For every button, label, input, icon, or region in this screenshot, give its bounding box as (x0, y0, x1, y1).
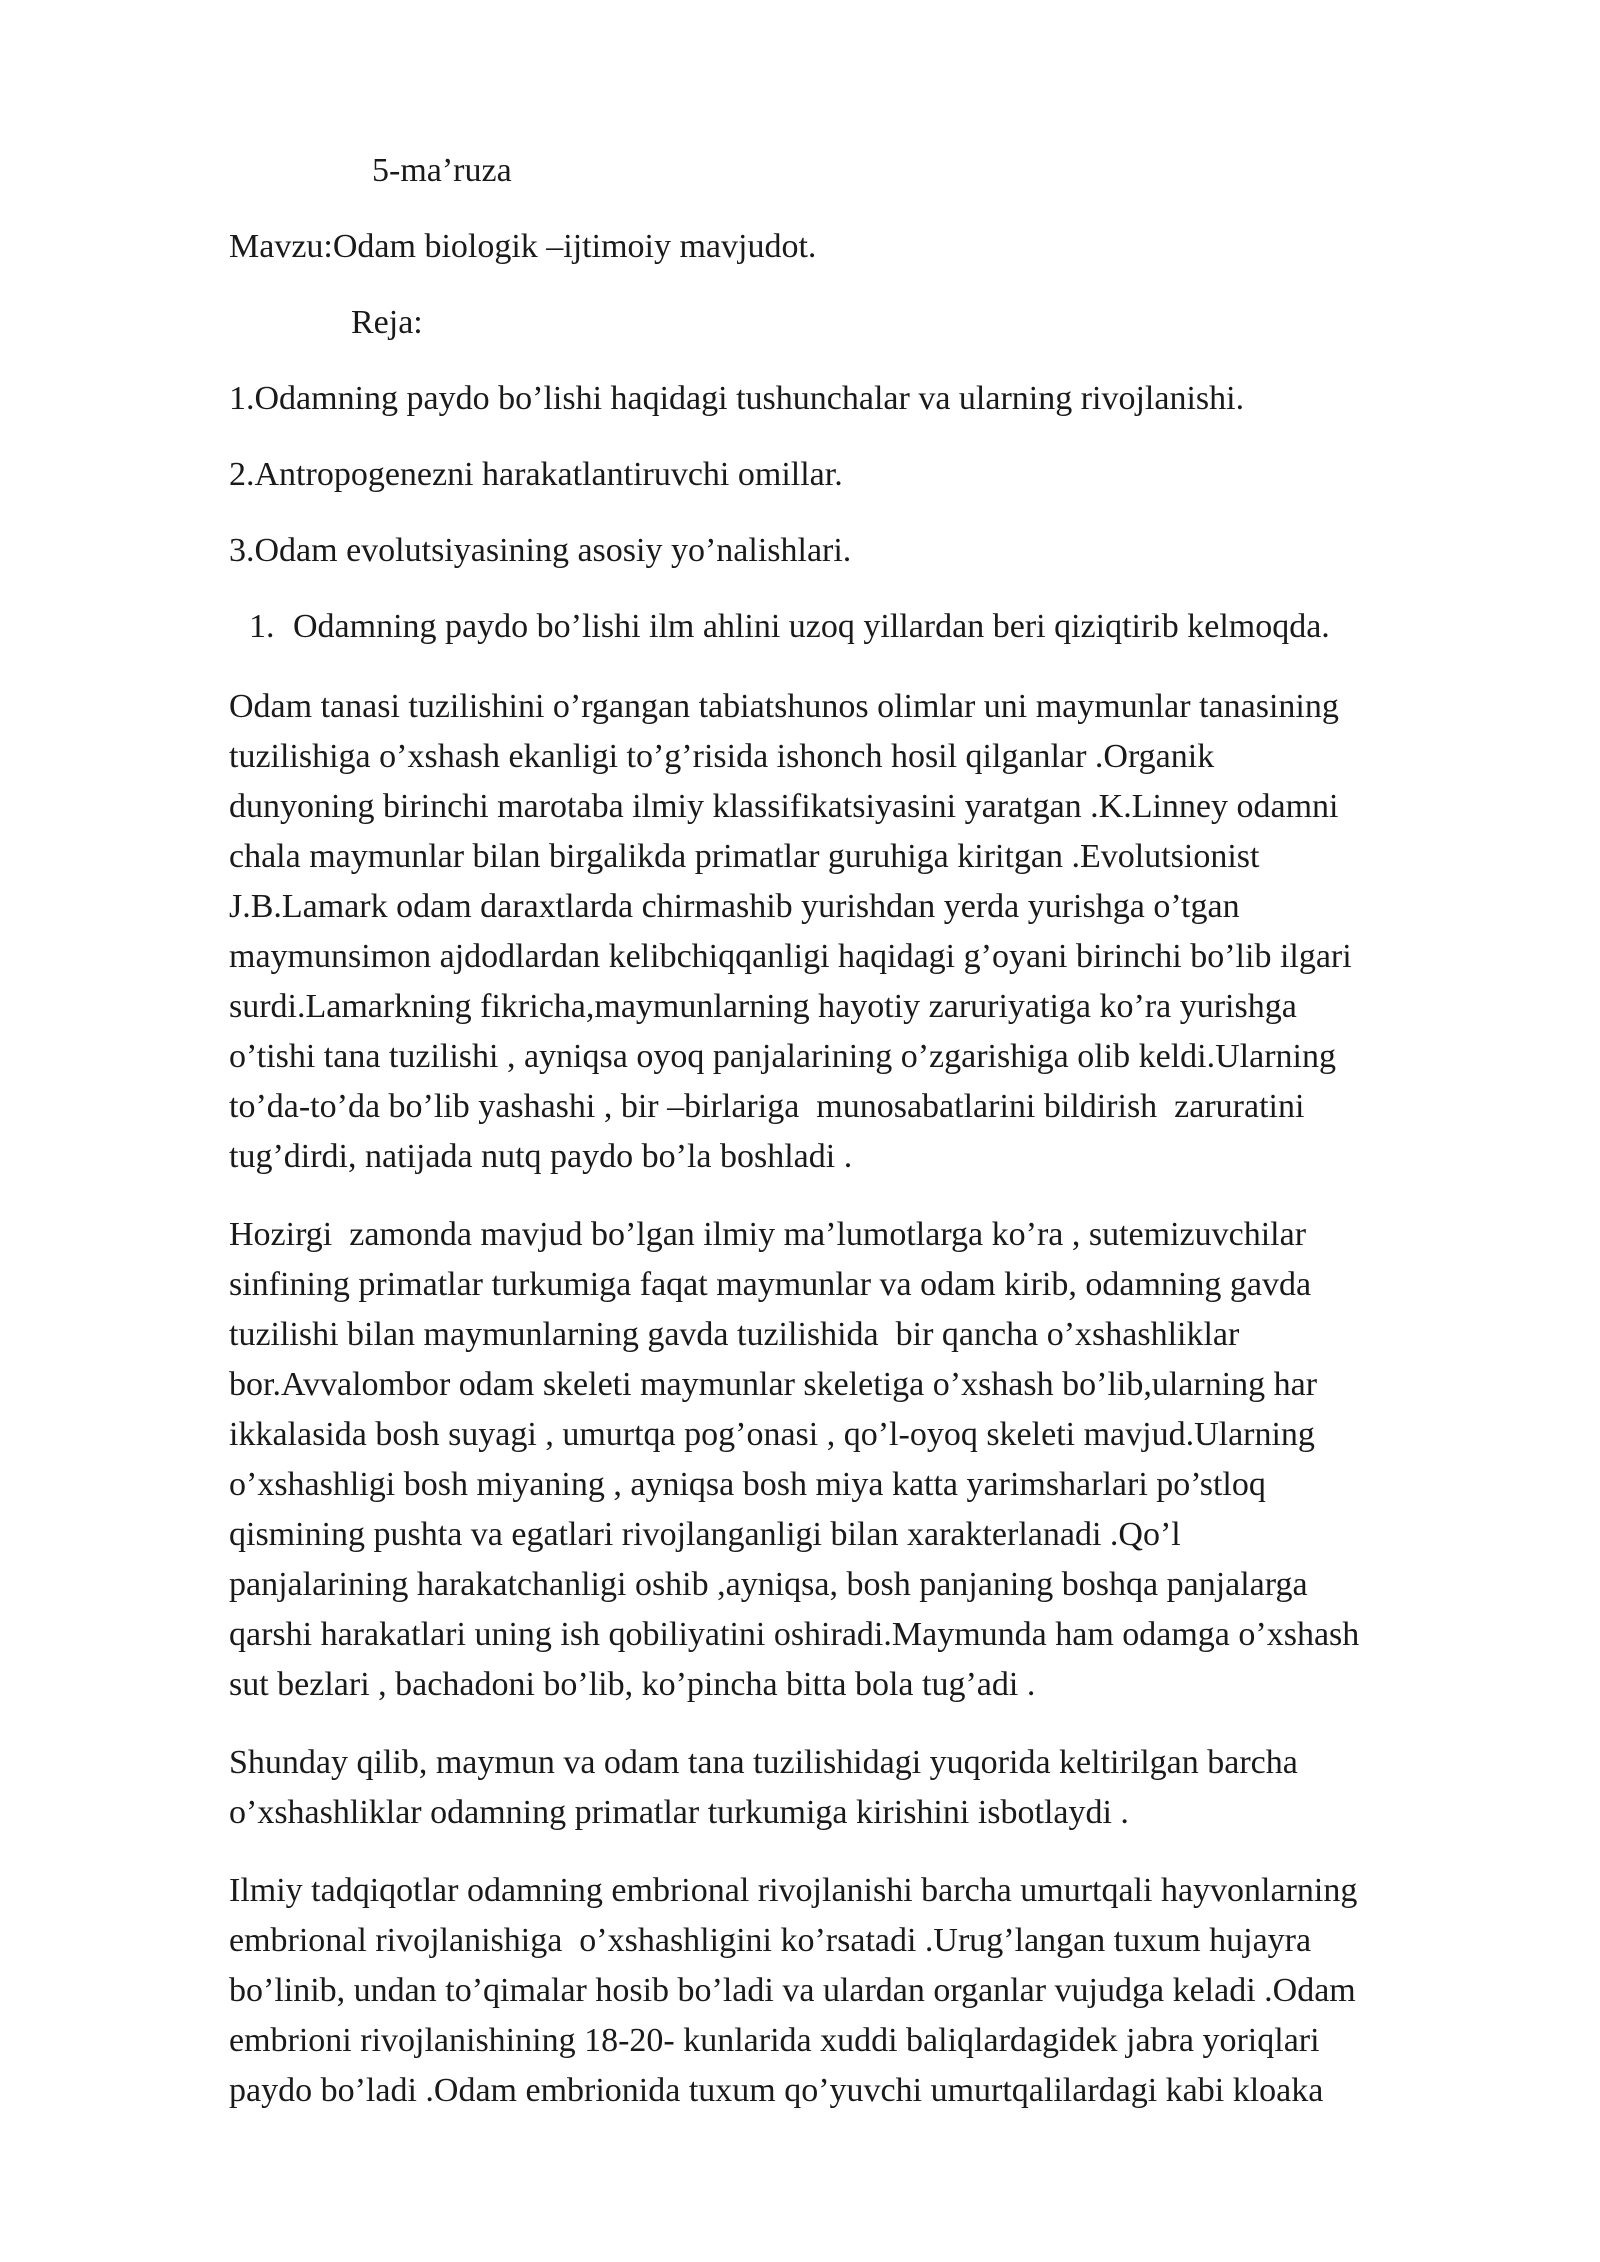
text-line: bo’linib, undan to’qimalar hosib bo’ladi va ulardan organlar vujudga keladi .Odam (229, 1972, 1356, 2009)
text-line: qarshi harakatlari uning ish qobiliyatini oshiradi.Maymunda ham odamga o’xshash (229, 1616, 1360, 1653)
section-number: 1. (249, 608, 275, 645)
paragraph-4 (229, 1866, 1501, 2116)
text-line: embrional rivojlanishiga o’xshashligini ko’rsatadi .Urug’langan tuxum hujayra (229, 1922, 1312, 1959)
text-line: Hozirgi zamonda mavjud bo’lgan ilmiy ma’lumotlarga ko’ra , sutemizuvchilar (229, 1216, 1307, 1253)
text-line: maymunsimon ajdodlardan kelibchiqqanligi haqidagi g’oyani birinchi bo’lib ilgari (229, 938, 1352, 975)
text-line: bor.Avvalombor odam skeleti maymunlar skeletiga o’xshash bo’lib,ularning har (229, 1366, 1318, 1403)
plan-item: 3.Odam evolutsiyasining asosiy yo’nalishlari. (229, 532, 852, 569)
paragraph-1 (229, 682, 1501, 1182)
text-line: Ilmiy tadqiqotlar odamning embrional rivojlanishi barcha umurtqali hayvonlarning (229, 1872, 1358, 1909)
section-1-intro (229, 606, 1501, 648)
text-line: Shunday qilib, maymun va odam tana tuzilishidagi yuqorida keltirilgan barcha (229, 1744, 1298, 1781)
text-line: to’da-to’da bo’lib yashashi , bir –birlariga munosabatlarini bildirish zaruratini (229, 1088, 1305, 1125)
text-line: tug’dirdi, natijada nutq paydo bo’la boshladi . (229, 1138, 853, 1175)
text-line: panjalarining harakatchanligi oshib ,ayniqsa, bosh panjaning boshqa panjalarga (229, 1566, 1308, 1603)
paragraph-2 (229, 1210, 1501, 1710)
text-line: embrioni rivojlanishining 18-20- kunlarida xuddi baliqlardagidek jabra yoriqlari (229, 2022, 1320, 2059)
text-line: tuzilishi bilan maymunlarning gavda tuzilishida bir qancha o’xshashliklar (229, 1316, 1240, 1353)
text-line: o’xshashliklar odamning primatlar turkumiga kirishini isbotlaydi . (229, 1794, 1129, 1831)
text-line: Odam tanasi tuzilishini o’rgangan tabiatshunos olimlar uni maymunlar tanasining (229, 688, 1339, 725)
text-line: surdi.Lamarkning fikricha,maymunlarning hayotiy zaruriyatiga ko’ra yurishga (229, 988, 1297, 1025)
plan-list (229, 378, 1501, 572)
plan-item: 1.Odamning paydo bo’lishi haqidagi tushunchalar va ularning rivojlanishi. (229, 380, 1245, 417)
text-line: dunyoning birinchi marotaba ilmiy klassifikatsiyasini yaratgan .K.Linney odamni (229, 788, 1339, 825)
text-line: sut bezlari , bachadoni bo’lib, ko’pincha bitta bola tug’adi . (229, 1666, 1036, 1703)
text-line: J.B.Lamark odam daraxtlarda chirmashib yurishdan yerda yurishga o’tgan (229, 888, 1240, 925)
paragraph-3 (229, 1738, 1501, 1838)
plan-heading: Reja: (351, 304, 423, 341)
topic-heading: Mavzu:Odam biologik –ijtimoiy mavjudot. (229, 228, 817, 265)
text-line: o’xshashligi bosh miyaning , ayniqsa bosh miya katta yarimsharlari po’stloq (229, 1466, 1266, 1503)
text-line: o’tishi tana tuzilishi , ayniqsa oyoq panjalarining o’zgarishiga olib keldi.Ularning (229, 1038, 1336, 1075)
text-line: qismining pushta va egatlari rivojlanganligi bilan xarakterlanadi .Qo’l (229, 1516, 1181, 1553)
text-line: sinfining primatlar turkumiga faqat maymunlar va odam kirib, odamning gavda (229, 1266, 1312, 1303)
lecture-title: 5-ma’ruza (372, 152, 512, 189)
text-line: ikkalasida bosh suyagi , umurtqa pog’onasi , qo’l-oyoq skeleti mavjud.Ularning (229, 1416, 1315, 1453)
document-content (229, 150, 1501, 2144)
text-line: chala maymunlar bilan birgalikda primatlar guruhiga kiritgan .Evolutsionist (229, 838, 1260, 875)
plan-item: 2.Antropogenezni harakatlantiruvchi omillar. (229, 456, 843, 493)
text-line: paydo bo’ladi .Odam embrionida tuxum qo’yuvchi umurtqalilardagi kabi kloaka (229, 2072, 1324, 2109)
text-line: tuzilishiga o’xshash ekanligi to’g’risida ishonch hosil qilganlar .Organik (229, 738, 1215, 775)
section-1-text: Odamning paydo bo’lishi ilm ahlini uzoq yillardan beri qiziqtirib kelmoqda. (293, 608, 1330, 645)
